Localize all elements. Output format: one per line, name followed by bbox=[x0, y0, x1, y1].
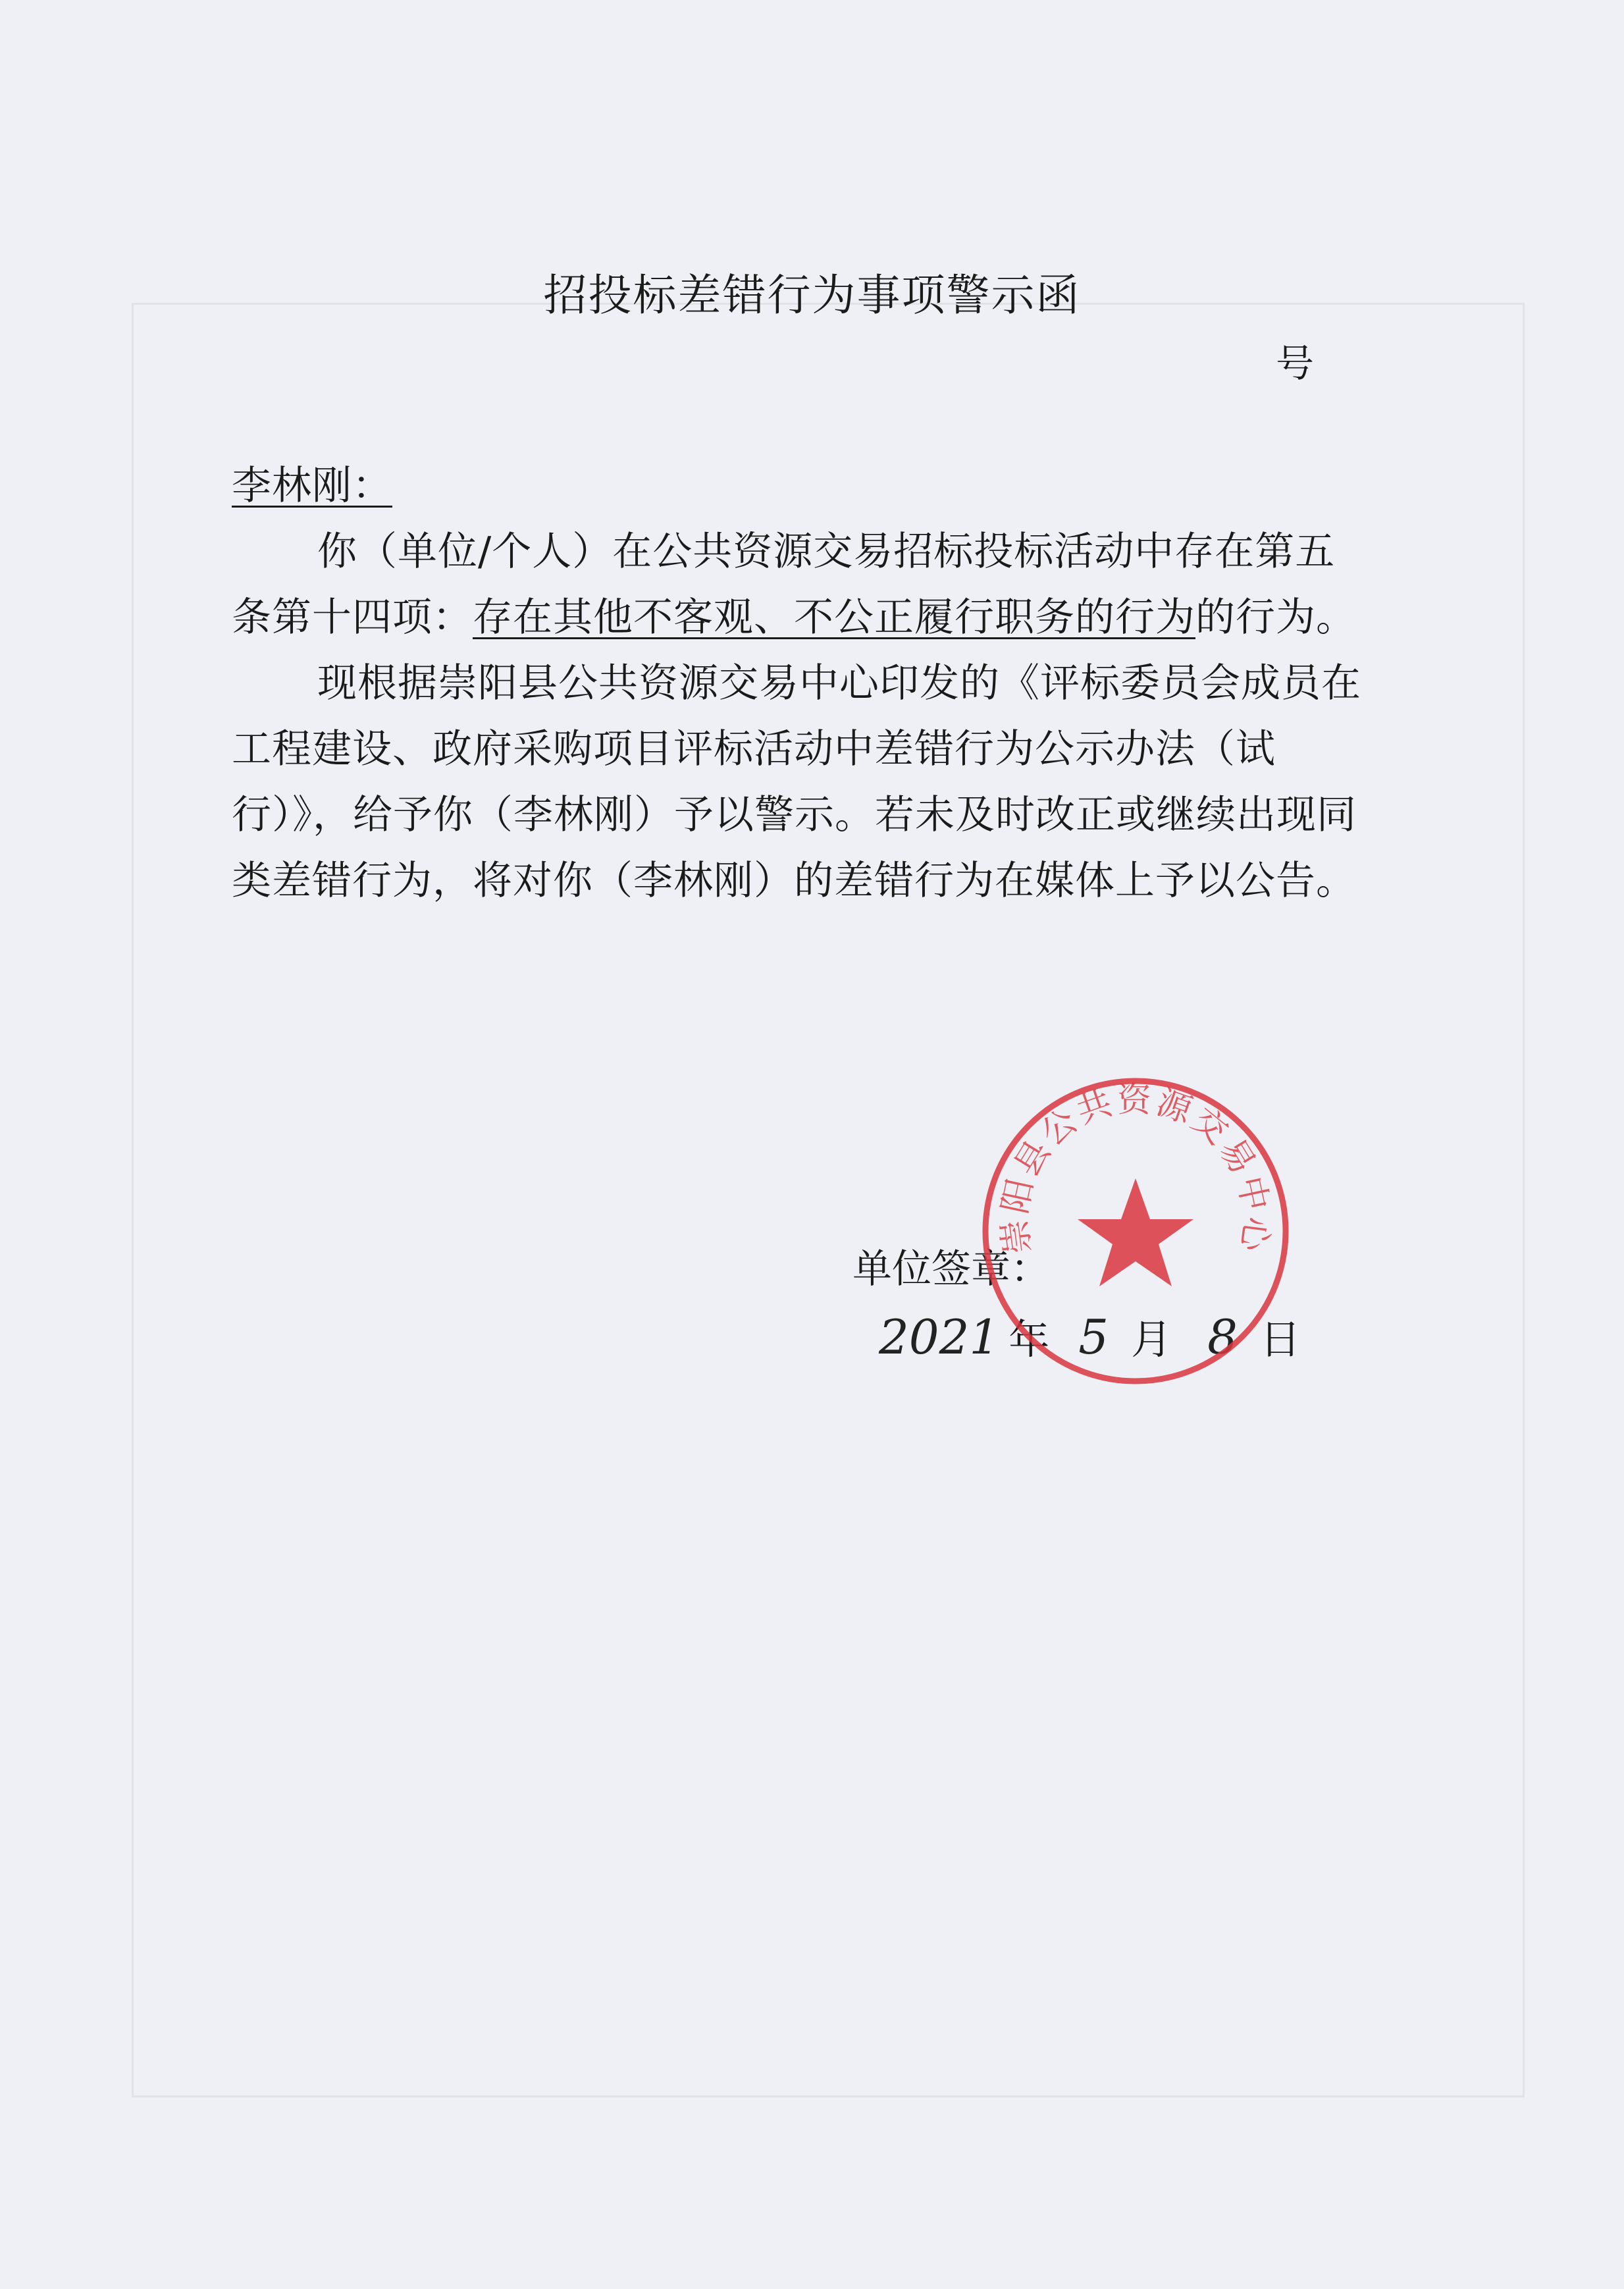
document-title: 招投标差错行为事项警示函 bbox=[543, 270, 1081, 321]
official-seal-stamp bbox=[971, 1066, 1300, 1396]
date-month: 5 bbox=[1078, 1309, 1109, 1365]
svg-text:崇阳县公共资源交易中心: 崇阳县公共资源交易中心 bbox=[995, 1080, 1276, 1257]
signature-label: 单位签章： bbox=[852, 1246, 1050, 1292]
paragraph-warning: 现根据崇阳县公共资源交易中心印发的《评标委员会成员在工程建设、政府采购项目评标活动中差错行为公示办法（试行）》，给予你（李林刚）予以警示。若未及时改正或继续出现同类差错行为，将对你（李林刚）的差错行为在媒体上予以公告。 bbox=[232, 660, 1361, 904]
paragraph-violation: 你（单位/个人）在公共资源交易招标投标活动中存在第五条第十四项：存在其他不客观、不公正履行职务的行为的行为。 bbox=[232, 529, 1356, 641]
document-number-label: 号 bbox=[1276, 341, 1315, 386]
recipient-name: 李林刚： bbox=[232, 463, 392, 509]
violation-item: 存在其他不客观、不公正履行职务的行为 bbox=[473, 594, 1195, 641]
issue-date: 2021 年 5 月 8 日 bbox=[879, 1309, 1301, 1365]
date-year: 2021 bbox=[879, 1309, 1000, 1365]
date-day: 8 bbox=[1207, 1309, 1238, 1365]
document-body bbox=[232, 453, 1367, 914]
